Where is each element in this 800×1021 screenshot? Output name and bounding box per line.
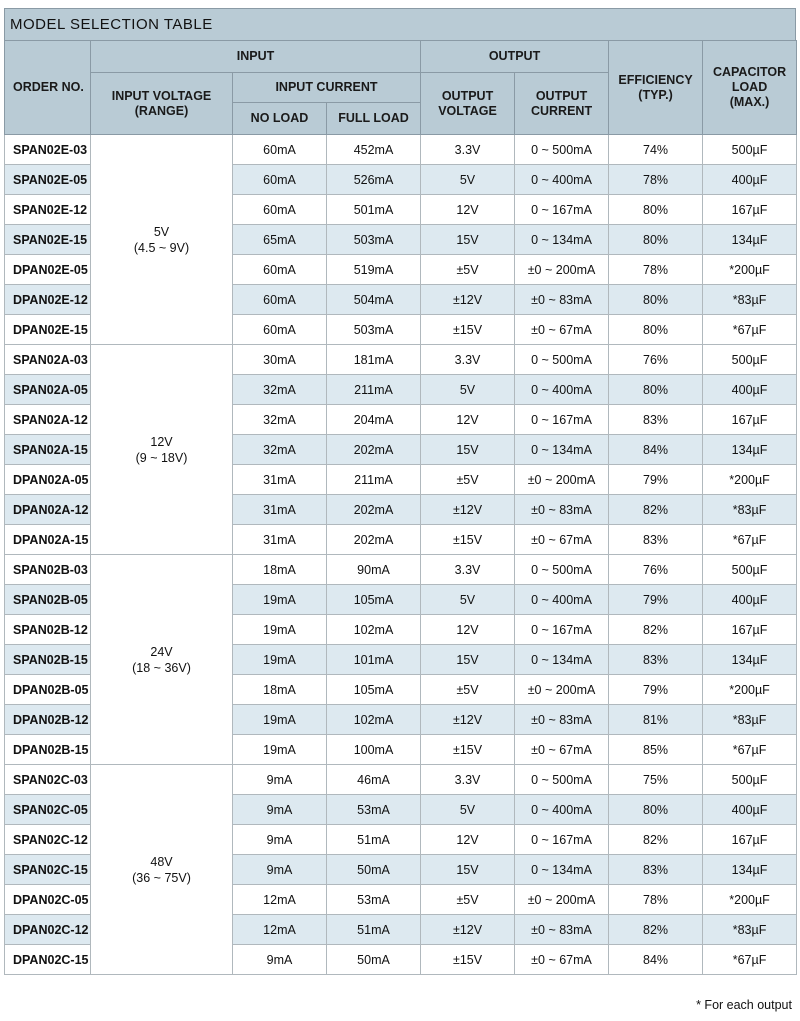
efficiency-cell: 83% (609, 855, 703, 885)
efficiency-cell: 78% (609, 255, 703, 285)
table-row (5, 135, 797, 165)
efficiency-cell: 85% (609, 735, 703, 765)
capacitor-load-cell: 134µF (703, 645, 797, 675)
output-voltage-cell: ±15V (421, 735, 515, 765)
order-no-cell: SPAN02E-03 (5, 135, 91, 165)
output-current-cell: 0 ~ 400mA (515, 375, 609, 405)
full-load-cell: 504mA (327, 285, 421, 315)
order-no-cell: DPAN02C-12 (5, 915, 91, 945)
output-voltage-cell: ±15V (421, 525, 515, 555)
no-load-cell: 32mA (233, 435, 327, 465)
output-current-cell: 0 ~ 400mA (515, 165, 609, 195)
order-no-cell: SPAN02B-05 (5, 585, 91, 615)
no-load-cell: 60mA (233, 195, 327, 225)
output-voltage-cell: ±5V (421, 675, 515, 705)
order-no-cell: SPAN02C-05 (5, 795, 91, 825)
output-current-cell: ±0 ~ 67mA (515, 315, 609, 345)
output-voltage-cell: ±5V (421, 885, 515, 915)
order-no-cell: SPAN02B-03 (5, 555, 91, 585)
efficiency-cell: 84% (609, 435, 703, 465)
header-no-load: NO LOAD (233, 103, 327, 135)
capacitor-load-cell: 134µF (703, 855, 797, 885)
header-input-voltage (91, 73, 233, 135)
header-output-current (515, 73, 609, 135)
no-load-cell: 65mA (233, 225, 327, 255)
capacitor-load-cell: *83µF (703, 285, 797, 315)
capacitor-load-cell: 400µF (703, 585, 797, 615)
efficiency-cell: 79% (609, 465, 703, 495)
capacitor-load-cell: 167µF (703, 405, 797, 435)
full-load-cell: 46mA (327, 765, 421, 795)
output-voltage-cell: 3.3V (421, 765, 515, 795)
full-load-cell: 90mA (327, 555, 421, 585)
output-voltage-cell: 3.3V (421, 135, 515, 165)
output-voltage-cell: 3.3V (421, 345, 515, 375)
output-current-cell: 0 ~ 400mA (515, 585, 609, 615)
full-load-cell: 211mA (327, 375, 421, 405)
order-no-cell: DPAN02B-15 (5, 735, 91, 765)
full-load-cell: 181mA (327, 345, 421, 375)
efficiency-cell: 84% (609, 945, 703, 975)
input-voltage-value: 5V (153, 224, 170, 239)
header-input-voltage-line1: INPUT VOLTAGE (111, 88, 212, 103)
no-load-cell: 31mA (233, 495, 327, 525)
full-load-cell: 50mA (327, 855, 421, 885)
capacitor-load-cell: 500µF (703, 345, 797, 375)
no-load-cell: 60mA (233, 255, 327, 285)
order-no-cell: SPAN02B-15 (5, 645, 91, 675)
order-no-cell: DPAN02B-12 (5, 705, 91, 735)
capacitor-load-cell: 167µF (703, 825, 797, 855)
order-no-cell: DPAN02A-15 (5, 525, 91, 555)
full-load-cell: 211mA (327, 465, 421, 495)
output-voltage-cell: ±5V (421, 465, 515, 495)
order-no-cell: SPAN02A-03 (5, 345, 91, 375)
order-no-cell: DPAN02E-05 (5, 255, 91, 285)
no-load-cell: 9mA (233, 765, 327, 795)
order-no-cell: SPAN02A-12 (5, 405, 91, 435)
no-load-cell: 31mA (233, 525, 327, 555)
output-current-cell: 0 ~ 134mA (515, 855, 609, 885)
output-current-cell: 0 ~ 167mA (515, 195, 609, 225)
efficiency-cell: 82% (609, 495, 703, 525)
order-no-cell: SPAN02E-05 (5, 165, 91, 195)
header-capacitor-line2: (MAX.) (729, 95, 770, 109)
output-voltage-cell: 5V (421, 375, 515, 405)
efficiency-cell: 76% (609, 555, 703, 585)
header-efficiency (609, 41, 703, 135)
output-current-cell: ±0 ~ 200mA (515, 675, 609, 705)
capacitor-load-cell: 500µF (703, 765, 797, 795)
efficiency-cell: 78% (609, 165, 703, 195)
no-load-cell: 60mA (233, 165, 327, 195)
full-load-cell: 501mA (327, 195, 421, 225)
output-voltage-cell: 3.3V (421, 555, 515, 585)
output-current-cell: 0 ~ 500mA (515, 555, 609, 585)
header-output-voltage-line2: VOLTAGE (438, 103, 497, 118)
table-row (5, 765, 797, 795)
capacitor-load-cell: 134µF (703, 225, 797, 255)
capacitor-load-cell: 500µF (703, 135, 797, 165)
output-current-cell: 0 ~ 400mA (515, 795, 609, 825)
output-current-cell: ±0 ~ 67mA (515, 735, 609, 765)
no-load-cell: 9mA (233, 825, 327, 855)
no-load-cell: 60mA (233, 315, 327, 345)
output-current-cell: ±0 ~ 200mA (515, 255, 609, 285)
output-current-cell: 0 ~ 167mA (515, 825, 609, 855)
order-no-cell: SPAN02A-15 (5, 435, 91, 465)
full-load-cell: 519mA (327, 255, 421, 285)
input-voltage-range: (4.5 ~ 9V) (133, 240, 190, 255)
header-input: INPUT (91, 41, 421, 73)
full-load-cell: 526mA (327, 165, 421, 195)
output-voltage-cell: 12V (421, 195, 515, 225)
output-voltage-cell: ±15V (421, 945, 515, 975)
efficiency-cell: 80% (609, 285, 703, 315)
full-load-cell: 102mA (327, 705, 421, 735)
no-load-cell: 9mA (233, 945, 327, 975)
efficiency-cell: 83% (609, 525, 703, 555)
header-full-load: FULL LOAD (327, 103, 421, 135)
full-load-cell: 51mA (327, 825, 421, 855)
efficiency-cell: 80% (609, 375, 703, 405)
full-load-cell: 100mA (327, 735, 421, 765)
no-load-cell: 19mA (233, 615, 327, 645)
order-no-cell: DPAN02E-15 (5, 315, 91, 345)
header-order-no: ORDER NO. (5, 41, 91, 135)
order-no-cell: DPAN02C-05 (5, 885, 91, 915)
efficiency-cell: 75% (609, 765, 703, 795)
output-current-cell: ±0 ~ 67mA (515, 525, 609, 555)
input-voltage-value: 48V (150, 854, 173, 869)
model-selection-table (4, 40, 797, 975)
efficiency-cell: 82% (609, 825, 703, 855)
capacitor-load-cell: *83µF (703, 495, 797, 525)
order-no-cell: DPAN02A-05 (5, 465, 91, 495)
full-load-cell: 105mA (327, 585, 421, 615)
table-body (5, 135, 797, 975)
full-load-cell: 202mA (327, 525, 421, 555)
full-load-cell: 51mA (327, 915, 421, 945)
input-voltage-range: (36 ~ 75V) (132, 870, 191, 885)
capacitor-load-cell: 400µF (703, 165, 797, 195)
footnote: * For each output (696, 998, 792, 1012)
no-load-cell: 19mA (233, 645, 327, 675)
full-load-cell: 53mA (327, 795, 421, 825)
efficiency-cell: 82% (609, 615, 703, 645)
order-no-cell: SPAN02C-12 (5, 825, 91, 855)
order-no-cell: SPAN02E-12 (5, 195, 91, 225)
capacitor-load-cell: 400µF (703, 375, 797, 405)
input-voltage-value: 24V (150, 644, 173, 659)
capacitor-load-cell: *200µF (703, 255, 797, 285)
order-no-cell: SPAN02C-15 (5, 855, 91, 885)
efficiency-cell: 79% (609, 585, 703, 615)
header-input-current: INPUT CURRENT (233, 73, 421, 103)
header-capacitor-load (703, 41, 797, 135)
output-voltage-cell: 12V (421, 615, 515, 645)
input-voltage-range: (9 ~ 18V) (135, 450, 188, 465)
full-load-cell: 101mA (327, 645, 421, 675)
no-load-cell: 9mA (233, 855, 327, 885)
capacitor-load-cell: *67µF (703, 315, 797, 345)
header-output: OUTPUT (421, 41, 609, 73)
full-load-cell: 202mA (327, 495, 421, 525)
input-voltage-cell (91, 555, 233, 765)
input-voltage-value: 12V (150, 434, 173, 449)
full-load-cell: 105mA (327, 675, 421, 705)
output-current-cell: 0 ~ 500mA (515, 765, 609, 795)
order-no-cell: SPAN02E-15 (5, 225, 91, 255)
no-load-cell: 19mA (233, 585, 327, 615)
output-current-cell: 0 ~ 134mA (515, 225, 609, 255)
no-load-cell: 9mA (233, 795, 327, 825)
order-no-cell: DPAN02A-12 (5, 495, 91, 525)
efficiency-cell: 78% (609, 885, 703, 915)
output-voltage-cell: 5V (421, 585, 515, 615)
output-current-cell: 0 ~ 500mA (515, 345, 609, 375)
efficiency-cell: 76% (609, 345, 703, 375)
output-voltage-cell: 15V (421, 855, 515, 885)
no-load-cell: 30mA (233, 345, 327, 375)
header-efficiency-line2: (TYP.) (638, 87, 673, 102)
efficiency-cell: 79% (609, 675, 703, 705)
output-current-cell: 0 ~ 134mA (515, 435, 609, 465)
capacitor-load-cell: *67µF (703, 735, 797, 765)
order-no-cell: SPAN02A-05 (5, 375, 91, 405)
header-efficiency-line1: EFFICIENCY (618, 72, 693, 87)
capacitor-load-cell: 500µF (703, 555, 797, 585)
full-load-cell: 204mA (327, 405, 421, 435)
no-load-cell: 18mA (233, 555, 327, 585)
capacitor-load-cell: 400µF (703, 795, 797, 825)
full-load-cell: 50mA (327, 945, 421, 975)
order-no-cell: SPAN02C-03 (5, 765, 91, 795)
no-load-cell: 12mA (233, 915, 327, 945)
full-load-cell: 102mA (327, 615, 421, 645)
efficiency-cell: 80% (609, 315, 703, 345)
efficiency-cell: 83% (609, 645, 703, 675)
efficiency-cell: 74% (609, 135, 703, 165)
header-capacitor-line1: CAPACITOR LOAD (712, 65, 787, 94)
capacitor-load-cell: 167µF (703, 615, 797, 645)
output-current-cell: 0 ~ 500mA (515, 135, 609, 165)
output-current-cell: 0 ~ 134mA (515, 645, 609, 675)
efficiency-cell: 83% (609, 405, 703, 435)
order-no-cell: DPAN02C-15 (5, 945, 91, 975)
full-load-cell: 53mA (327, 885, 421, 915)
order-no-cell: DPAN02B-05 (5, 675, 91, 705)
output-voltage-cell: ±5V (421, 255, 515, 285)
header-output-voltage-line1: OUTPUT (441, 88, 494, 103)
capacitor-load-cell: *67µF (703, 525, 797, 555)
capacitor-load-cell: 167µF (703, 195, 797, 225)
efficiency-cell: 80% (609, 195, 703, 225)
capacitor-load-cell: *83µF (703, 915, 797, 945)
output-voltage-cell: ±12V (421, 285, 515, 315)
capacitor-load-cell: *67µF (703, 945, 797, 975)
output-voltage-cell: 5V (421, 795, 515, 825)
output-voltage-cell: 12V (421, 825, 515, 855)
input-voltage-cell (91, 135, 233, 345)
output-current-cell: 0 ~ 167mA (515, 405, 609, 435)
output-current-cell: ±0 ~ 200mA (515, 885, 609, 915)
output-voltage-cell: 12V (421, 405, 515, 435)
full-load-cell: 503mA (327, 225, 421, 255)
output-current-cell: 0 ~ 167mA (515, 615, 609, 645)
efficiency-cell: 80% (609, 795, 703, 825)
output-voltage-cell: 15V (421, 435, 515, 465)
output-current-cell: ±0 ~ 200mA (515, 465, 609, 495)
no-load-cell: 19mA (233, 705, 327, 735)
header-output-current-line1: OUTPUT (535, 88, 588, 103)
output-voltage-cell: 15V (421, 645, 515, 675)
full-load-cell: 202mA (327, 435, 421, 465)
order-no-cell: SPAN02B-12 (5, 615, 91, 645)
capacitor-load-cell: *83µF (703, 705, 797, 735)
output-voltage-cell: 15V (421, 225, 515, 255)
output-current-cell: ±0 ~ 83mA (515, 285, 609, 315)
capacitor-load-cell: 134µF (703, 435, 797, 465)
capacitor-load-cell: *200µF (703, 465, 797, 495)
header-input-voltage-line2: (RANGE) (134, 103, 189, 118)
order-no-cell: DPAN02E-12 (5, 285, 91, 315)
no-load-cell: 32mA (233, 375, 327, 405)
efficiency-cell: 80% (609, 225, 703, 255)
input-voltage-cell (91, 765, 233, 975)
output-voltage-cell: ±15V (421, 315, 515, 345)
efficiency-cell: 81% (609, 705, 703, 735)
table-title: MODEL SELECTION TABLE (4, 8, 796, 40)
header-output-current-line2: CURRENT (530, 103, 593, 118)
no-load-cell: 18mA (233, 675, 327, 705)
table-row (5, 345, 797, 375)
output-current-cell: ±0 ~ 83mA (515, 705, 609, 735)
capacitor-load-cell: *200µF (703, 885, 797, 915)
full-load-cell: 452mA (327, 135, 421, 165)
output-current-cell: ±0 ~ 67mA (515, 945, 609, 975)
output-voltage-cell: ±12V (421, 915, 515, 945)
full-load-cell: 503mA (327, 315, 421, 345)
capacitor-load-cell: *200µF (703, 675, 797, 705)
input-voltage-range: (18 ~ 36V) (132, 660, 191, 675)
output-voltage-cell: ±12V (421, 705, 515, 735)
table-row (5, 555, 797, 585)
no-load-cell: 32mA (233, 405, 327, 435)
no-load-cell: 31mA (233, 465, 327, 495)
no-load-cell: 12mA (233, 885, 327, 915)
output-voltage-cell: ±12V (421, 495, 515, 525)
no-load-cell: 60mA (233, 285, 327, 315)
output-current-cell: ±0 ~ 83mA (515, 915, 609, 945)
no-load-cell: 60mA (233, 135, 327, 165)
header-output-voltage (421, 73, 515, 135)
model-selection-table-panel (4, 8, 796, 975)
output-voltage-cell: 5V (421, 165, 515, 195)
efficiency-cell: 82% (609, 915, 703, 945)
output-current-cell: ±0 ~ 83mA (515, 495, 609, 525)
no-load-cell: 19mA (233, 735, 327, 765)
input-voltage-cell (91, 345, 233, 555)
